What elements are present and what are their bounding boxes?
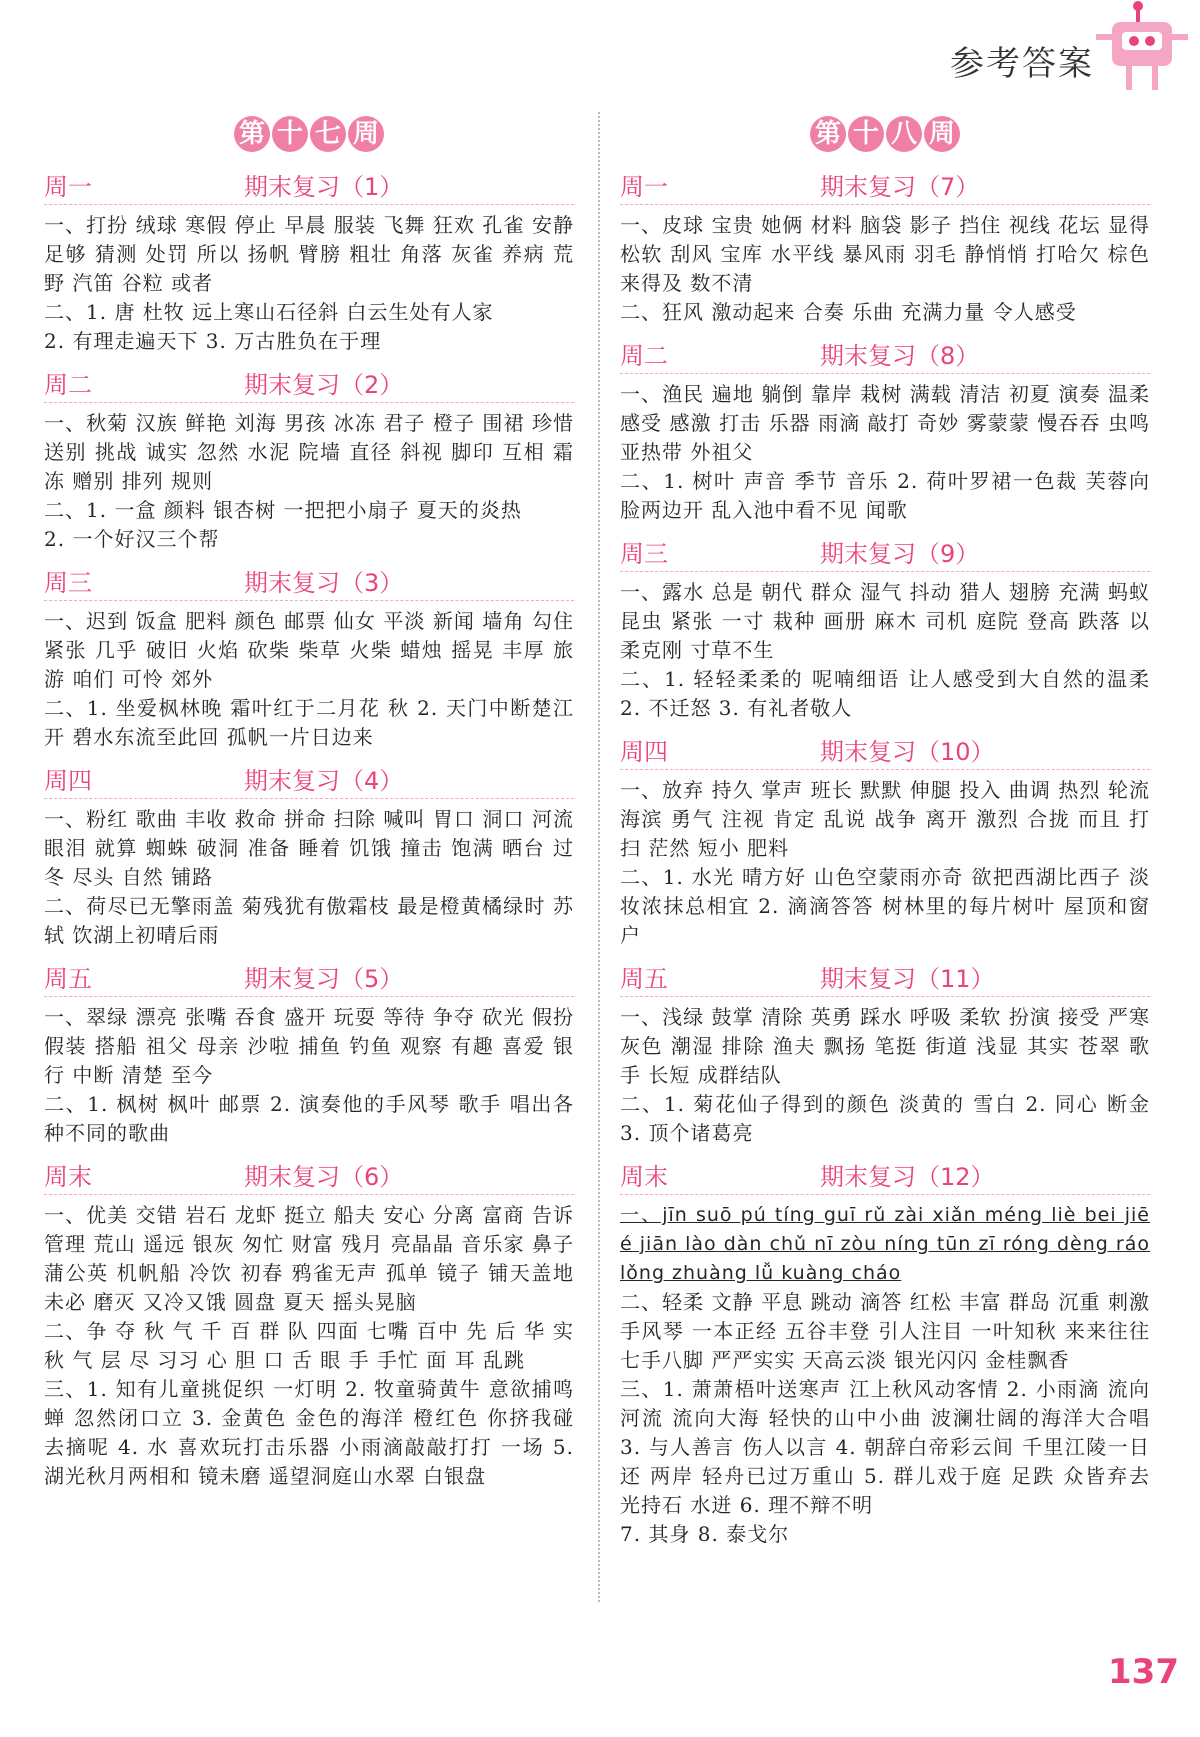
answer-line: 7. 其身 8. 泰戈尔 [620,1522,790,1546]
day-section-mon [44,164,574,356]
answer-line: 一、翠绿 漂亮 张嘴 吞食 盛开 玩耍 等待 争夺 砍光 假扮 假装 搭船 祖父 母亲 沙啦 捕鱼 钓鱼 观察 有趣 喜爱 银行 中断 清楚 至今 [44,1005,574,1087]
answer-line: 二、轻柔 文静 平息 跳动 滴答 红松 丰富 群岛 沉重 刺激 手风琴 一本正经 五谷丰登 引人注目 一叶知秋 来来往往 七手八脚 严严实实 天高云淡 银光闪闪 金桂飘香 [620,1290,1150,1372]
day-name: 周二 [620,341,668,370]
answer-line: 三、1. 知有儿童挑促织 一灯明 2. 牧童骑黄牛 意欲捕鸣蝉 忽然闭口立 3. 金黄色 金色的海洋 橙红色 你挤我碰 去摘呢 4. 水 喜欢玩打击乐器 小雨滴敲敲打打 一场 5. 湖光秋月两相和 镜未磨 遥望洞庭山水翠 白银盘 [44,1377,574,1488]
day-section-wed [620,531,1150,723]
left-column [44,112,574,1497]
answer-line: 2. 一个好汉三个帮 [44,527,220,551]
column-divider [598,112,600,1602]
week-17-title [44,116,574,152]
review-title: 期末复习（10） [820,737,995,766]
answer-line: 一、秋菊 汉族 鲜艳 刘海 男孩 冰冻 君子 橙子 围裙 珍惜 送别 挑战 诚实 忽然 水泥 院墙 直径 斜视 脚印 互相 霜冻 赠别 排列 规则 [44,411,574,493]
week-title-char: 周 [924,116,960,152]
day-name: 周四 [620,737,668,766]
answer-line: 二、争 夺 秋 气 千 百 群 队 四面 七嘴 百中 先 后 华 实 秋 气 层 尽 习习 心 胆 口 舌 眼 手 手忙 面 耳 乱跳 [44,1319,574,1372]
answer-line: 一、放弃 持久 掌声 班长 默默 伸腿 投入 曲调 热烈 轮流 海滨 勇气 注视 肯定 乱说 战争 离开 激烈 合拢 而且 打扫 茫然 短小 肥料 [620,778,1150,860]
answer-line: 二、1. 菊花仙子得到的颜色 淡黄的 雪白 2. 同心 断金 3. 顶个诸葛亮 [620,1092,1150,1145]
answer-line: 二、1. 唐 杜牧 远上寒山石径斜 白云生处有人家 [44,300,494,324]
review-title: 期末复习（1） [244,172,404,201]
day-section-tue [44,362,574,554]
right-column [620,112,1150,1555]
answer-line: 一、皮球 宝贵 她俩 材料 脑袋 影子 挡住 视线 花坛 显得 松软 刮风 宝库 水平线 暴风雨 羽毛 静悄悄 打哈欠 棕色 来得及 数不清 [620,213,1150,295]
week-title-char: 十 [272,116,308,152]
review-title: 期末复习（4） [244,766,404,795]
header-title: 参考答案 [950,44,1094,84]
review-title: 期末复习（8） [820,341,980,370]
day-name: 周五 [44,964,92,993]
day-section-thu [620,729,1150,950]
answer-line: 二、1. 坐爱枫林晚 霜叶红于二月花 秋 2. 天门中断楚江开 碧水东流至此回 孤帆一片日边来 [44,696,574,749]
day-name: 周三 [44,568,92,597]
answer-line: 二、1. 水光 晴方好 山色空蒙雨亦奇 欲把西湖比西子 淡妆浓抹总相宜 2. 滴滴答答 树林里的每片树叶 屋顶和窗户 [620,865,1150,947]
answer-line: 二、1. 树叶 声音 季节 音乐 2. 荷叶罗裙一色裁 芙蓉向脸两边开 乱入池中看不见 闻歌 [620,469,1150,522]
day-name: 周五 [620,964,668,993]
day-section-tue [620,333,1150,525]
page-number: 137 [1108,1652,1179,1692]
answer-line: 一、优美 交错 岩石 龙虾 挺立 船夫 安心 分离 富商 告诉 管理 荒山 遥远 银灰 匆忙 财富 残月 亮晶晶 音乐家 鼻子 蒲公英 机帆船 冷饮 初春 鸦雀无声 孤单 镜子 铺天盖地 未必 磨灭 又冷又饿 圆盘 夏天 摇头晃脑 [44,1203,574,1314]
answer-line: 二、狂风 激动起来 合奏 乐曲 充满力量 令人感受 [620,300,1077,324]
day-name: 周四 [44,766,92,795]
robot-mascot-icon [1090,0,1200,100]
review-title: 期末复习（11） [820,964,995,993]
answer-line: 2. 有理走遍天下 3. 万古胜负在于理 [44,329,382,353]
answer-line: 二、1. 枫树 枫叶 邮票 2. 演奏他的手风琴 歌手 唱出各种不同的歌曲 [44,1092,574,1145]
answer-line: 一、迟到 饭盒 肥料 颜色 邮票 仙女 平淡 新闻 墙角 勾住 紧张 几乎 破旧 火焰 砍柴 柴草 火柴 蜡烛 摇晃 丰厚 旅游 咱们 可怜 郊外 [44,609,574,691]
answer-line: 二、荷尽已无擎雨盖 菊残犹有傲霜枝 最是橙黄橘绿时 苏轼 饮湖上初晴后雨 [44,894,574,947]
pinyin-line: 一、jīn suō pú tíng guī rǔ zài xiǎn méng liè bei jiē é jiān lào dàn chǔ nī zòu níng tūn zī róng dèng ráo lǒng zhuàng lǚ kuàng cháo [620,1204,1150,1284]
day-section-mon [620,164,1150,327]
day-name: 周末 [44,1162,92,1191]
answer-line: 三、1. 萧萧梧叶送寒声 江上秋风动客情 2. 小雨滴 流向河流 流向大海 轻快的山中小曲 波澜壮阔的海洋大合唱 3. 与人善言 伤人以言 4. 朝辞白帝彩云间 千里江陵一日还 两岸 轻舟已过万重山 5. 群儿戏于庭 足跌 众皆弃去 光持石 水迸 6. 理不辩不明 [620,1377,1150,1517]
day-section-weekend [620,1154,1150,1549]
review-title: 期末复习（7） [820,172,980,201]
day-name: 周末 [620,1162,668,1191]
day-name: 周二 [44,370,92,399]
week-18-title [620,116,1150,152]
answer-line: 一、浅绿 鼓掌 清除 英勇 踩水 呼吸 柔软 扮演 接受 严寒 灰色 潮湿 排除 渔夫 飘扬 笔挺 街道 浅显 其实 苍翠 歌手 长短 成群结队 [620,1005,1150,1087]
day-section-wed [44,560,574,752]
answer-line: 二、1. 一盒 颜料 银杏树 一把把小扇子 夏天的炎热 [44,498,522,522]
week-title-char: 第 [234,116,270,152]
day-section-weekend [44,1154,574,1491]
answer-line: 一、打扮 绒球 寒假 停止 早晨 服装 飞舞 狂欢 孔雀 安静 足够 猜测 处罚 所以 扬帆 臂膀 粗壮 角落 灰雀 养病 荒野 汽笛 谷粒 或者 [44,213,574,295]
week-title-char: 十 [848,116,884,152]
answer-line: 二、1. 轻轻柔柔的 呢喃细语 让人感受到大自然的温柔 2. 不迁怒 3. 有礼者敬人 [620,667,1150,720]
week-title-char: 周 [348,116,384,152]
day-section-thu [44,758,574,950]
answer-line: 一、露水 总是 朝代 群众 湿气 抖动 猎人 翅膀 充满 蚂蚁 昆虫 紧张 一寸 栽种 画册 麻木 司机 庭院 登高 跌落 以柔克刚 寸草不生 [620,580,1150,662]
week-title-char: 七 [310,116,346,152]
day-name: 周三 [620,539,668,568]
day-section-fri [620,956,1150,1148]
week-title-char: 八 [886,116,922,152]
review-title: 期末复习（9） [820,539,980,568]
review-title: 期末复习（3） [244,568,404,597]
review-title: 期末复习（12） [820,1162,995,1191]
review-title: 期末复习（6） [244,1162,404,1191]
day-section-fri [44,956,574,1148]
week-title-char: 第 [810,116,846,152]
review-title: 期末复习（5） [244,964,404,993]
answer-line: 一、渔民 遍地 躺倒 靠岸 栽树 满载 清洁 初夏 演奏 温柔 感受 感激 打击 乐器 雨滴 敲打 奇妙 雾蒙蒙 慢吞吞 虫鸣 亚热带 外祖父 [620,382,1150,464]
day-name: 周一 [44,172,92,201]
day-name: 周一 [620,172,668,201]
answer-line: 一、粉红 歌曲 丰收 救命 拼命 扫除 喊叫 胃口 洞口 河流 眼泪 就算 蜘蛛 破洞 准备 睡着 饥饿 撞击 饱满 晒台 过冬 尽头 自然 铺路 [44,807,574,889]
review-title: 期末复习（2） [244,370,404,399]
